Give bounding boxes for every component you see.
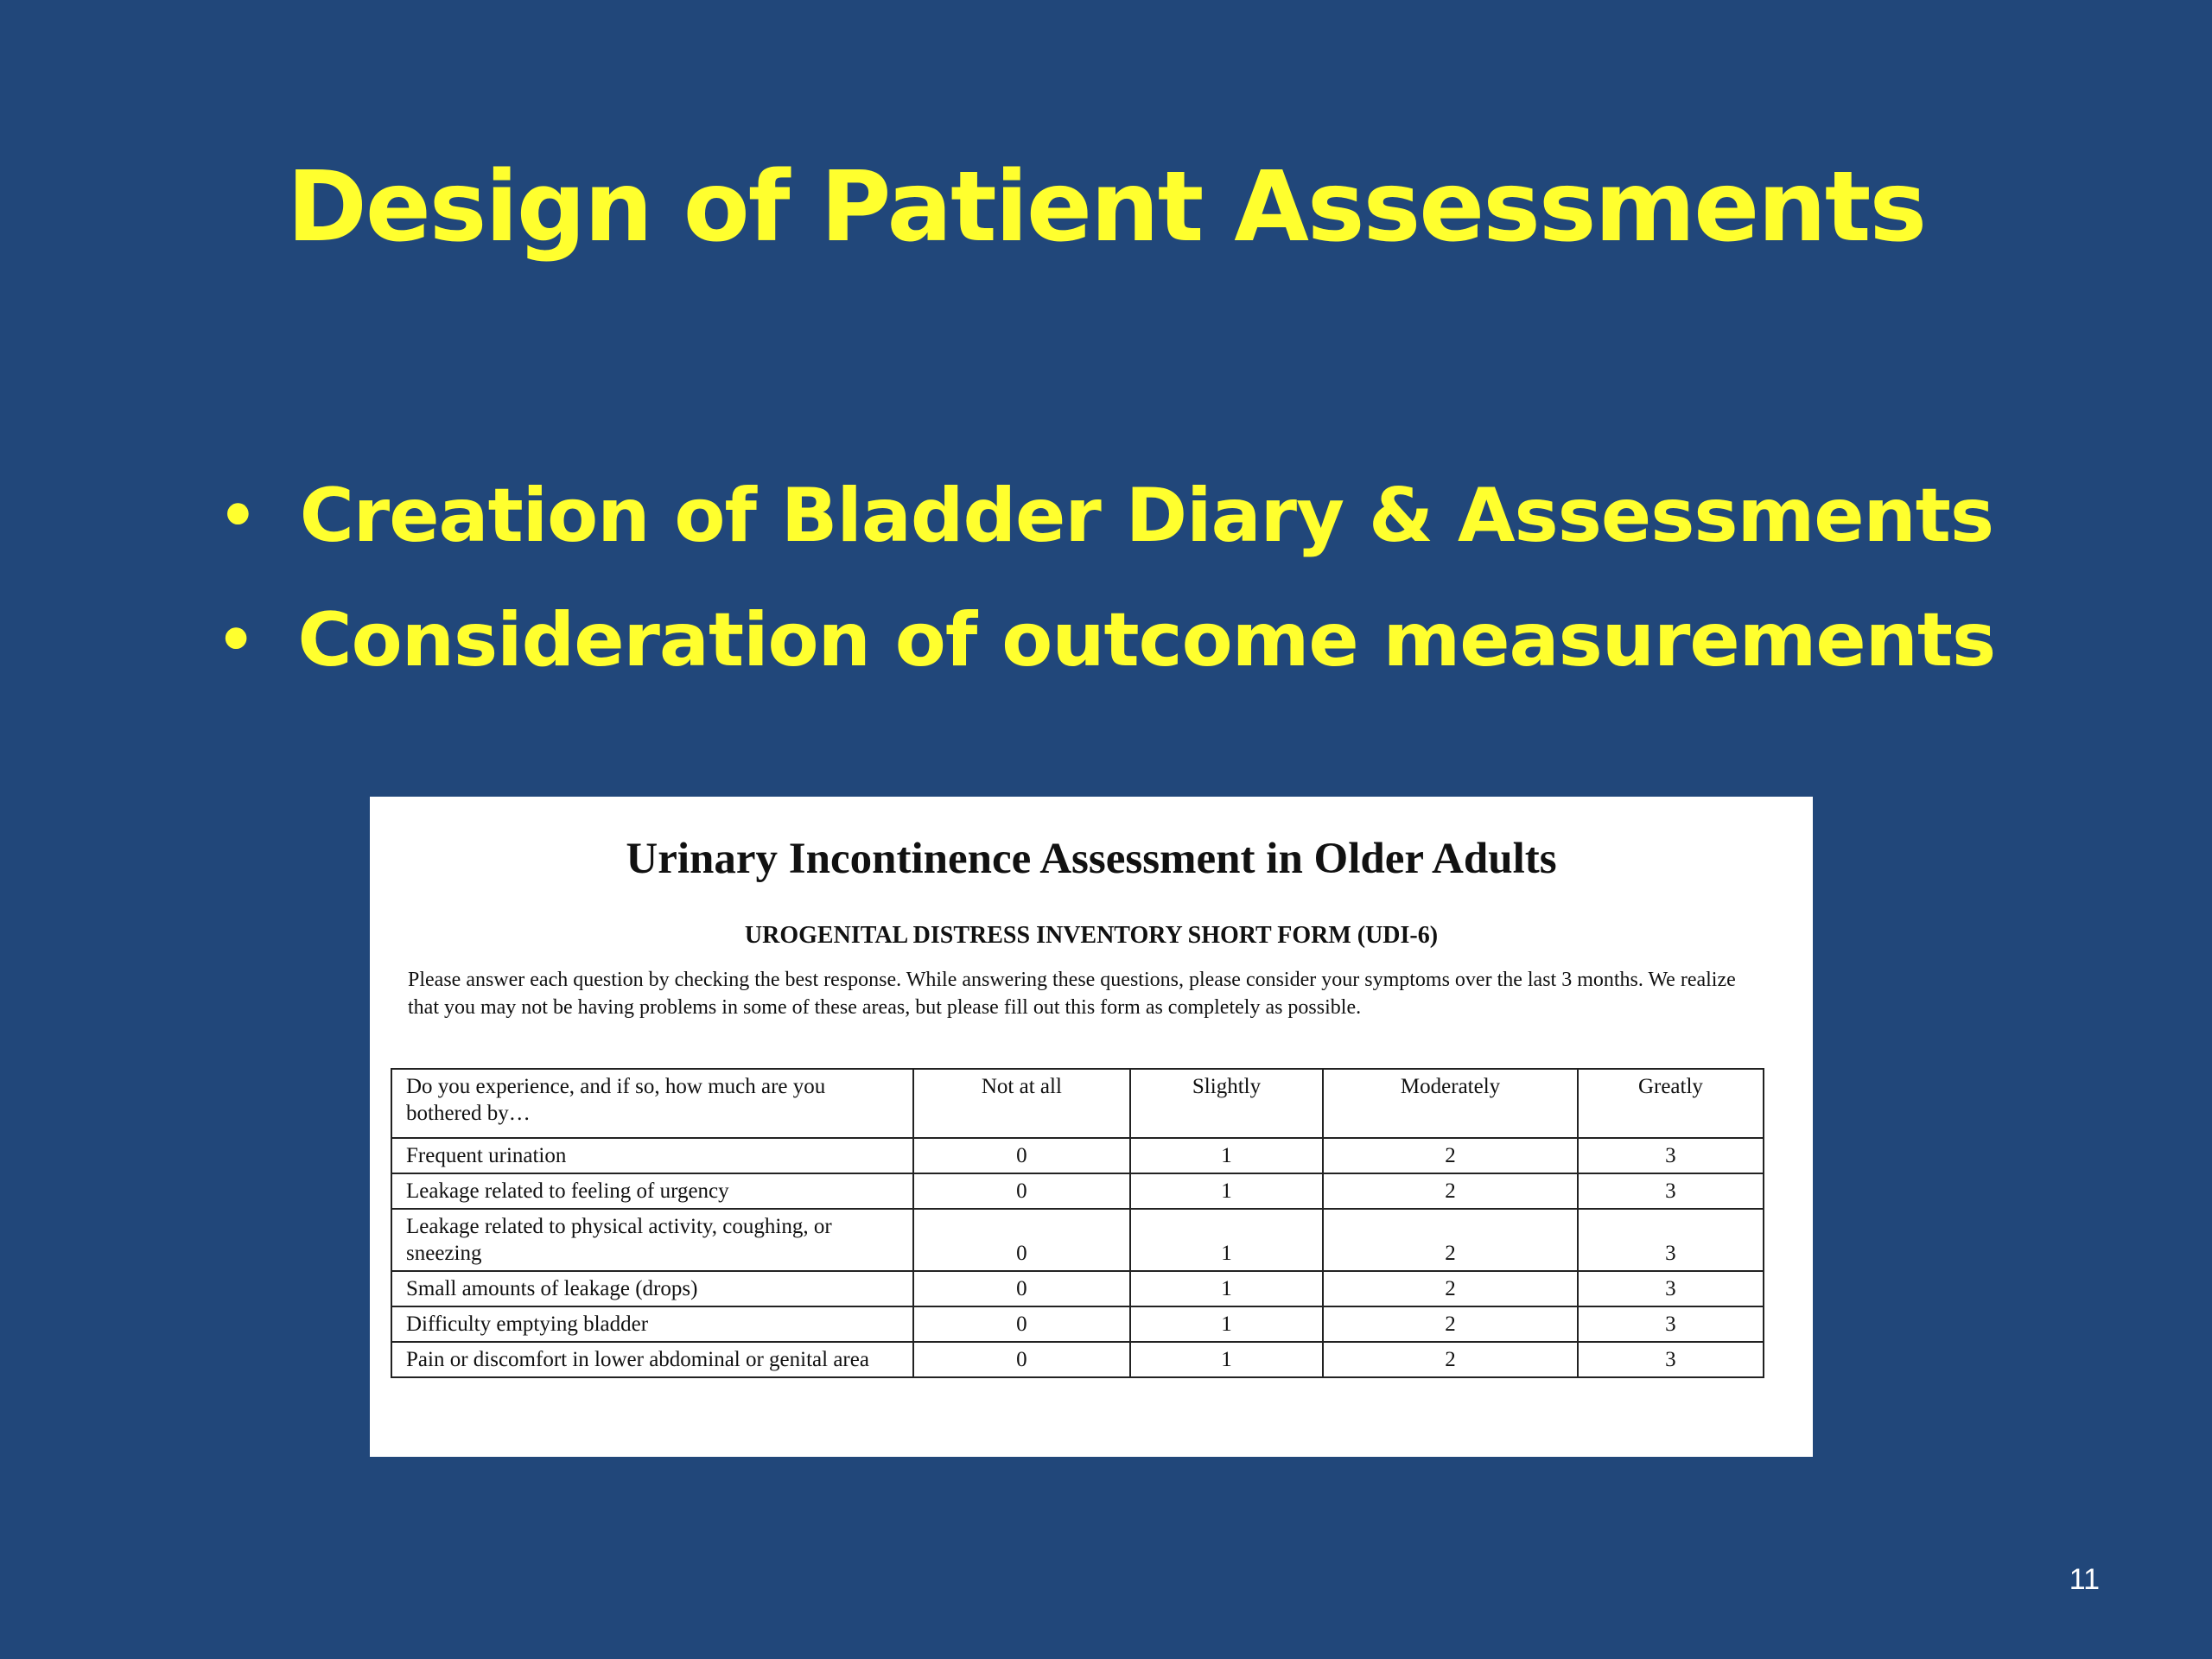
- table-header-row: [391, 1069, 1764, 1138]
- score-cell: 1: [1130, 1209, 1323, 1271]
- table-row: [391, 1173, 1764, 1209]
- score-cell: 0: [913, 1271, 1130, 1306]
- response-header-not-at-all: Not at all: [913, 1069, 1130, 1138]
- score-cell: 3: [1578, 1271, 1764, 1306]
- score-cell: 0: [913, 1342, 1130, 1377]
- figure-subtitle: UROGENITAL DISTRESS INVENTORY SHORT FORM (UDI-6): [744, 922, 1439, 949]
- bullet-text: Creation of Bladder Diary & Assessments: [299, 473, 1994, 559]
- udi6-table: [391, 1068, 1764, 1378]
- score-cell: 1: [1130, 1306, 1323, 1342]
- bullet-dot-icon: •: [216, 605, 255, 676]
- score-cell: 1: [1130, 1271, 1323, 1306]
- score-cell: 0: [913, 1306, 1130, 1342]
- page-number: 11: [2069, 1563, 2100, 1596]
- bullet-dot-icon: •: [218, 480, 257, 551]
- bullet-item: [0, 578, 2212, 702]
- score-cell: 3: [1578, 1306, 1764, 1342]
- score-cell: 2: [1323, 1271, 1578, 1306]
- table-row: [391, 1271, 1764, 1306]
- score-cell: 3: [1578, 1342, 1764, 1377]
- udi6-form-figure: [370, 797, 1813, 1457]
- table-row: [391, 1306, 1764, 1342]
- table-row: [391, 1209, 1764, 1271]
- question-cell: Leakage related to feeling of urgency: [391, 1173, 913, 1209]
- bullet-text: Consideration of outcome measurements: [297, 597, 1996, 683]
- question-column-header: Do you experience, and if so, how much are you bothered by…: [391, 1069, 913, 1138]
- response-header-slightly: Slightly: [1130, 1069, 1323, 1138]
- question-cell: Frequent urination: [391, 1138, 913, 1173]
- question-cell: Difficulty emptying bladder: [391, 1306, 913, 1342]
- score-cell: 0: [913, 1173, 1130, 1209]
- score-cell: 2: [1323, 1306, 1578, 1342]
- score-cell: 0: [913, 1209, 1130, 1271]
- score-cell: 2: [1323, 1138, 1578, 1173]
- question-cell: Leakage related to physical activity, coughing, or sneezing: [391, 1209, 913, 1271]
- score-cell: 3: [1578, 1173, 1764, 1209]
- figure-instructions: Please answer each question by checking the best response. While answering these questions, please consider your symptoms over the last 3 months. We realize that you may not be having problems in some of these areas, but please fill out this form as completely as possible.: [408, 969, 1736, 1019]
- response-header-greatly: Greatly: [1578, 1069, 1764, 1138]
- score-cell: 0: [913, 1138, 1130, 1173]
- score-cell: 1: [1130, 1173, 1323, 1209]
- question-cell: Small amounts of leakage (drops): [391, 1271, 913, 1306]
- score-cell: 1: [1130, 1138, 1323, 1173]
- score-cell: 1: [1130, 1342, 1323, 1377]
- table-row: [391, 1138, 1764, 1173]
- score-cell: 2: [1323, 1342, 1578, 1377]
- table-row: [391, 1342, 1764, 1377]
- score-cell: 2: [1323, 1209, 1578, 1271]
- figure-title: Urinary Incontinence Assessment in Older Adults: [626, 835, 1557, 883]
- response-header-moderately: Moderately: [1323, 1069, 1578, 1138]
- slide-title: Design of Patient Assessments: [286, 151, 1926, 264]
- score-cell: 2: [1323, 1173, 1578, 1209]
- score-cell: 3: [1578, 1138, 1764, 1173]
- score-cell: 3: [1578, 1209, 1764, 1271]
- bullet-list: [0, 454, 2212, 702]
- bullet-item: [0, 454, 2212, 578]
- question-cell: Pain or discomfort in lower abdominal or genital area: [391, 1342, 913, 1377]
